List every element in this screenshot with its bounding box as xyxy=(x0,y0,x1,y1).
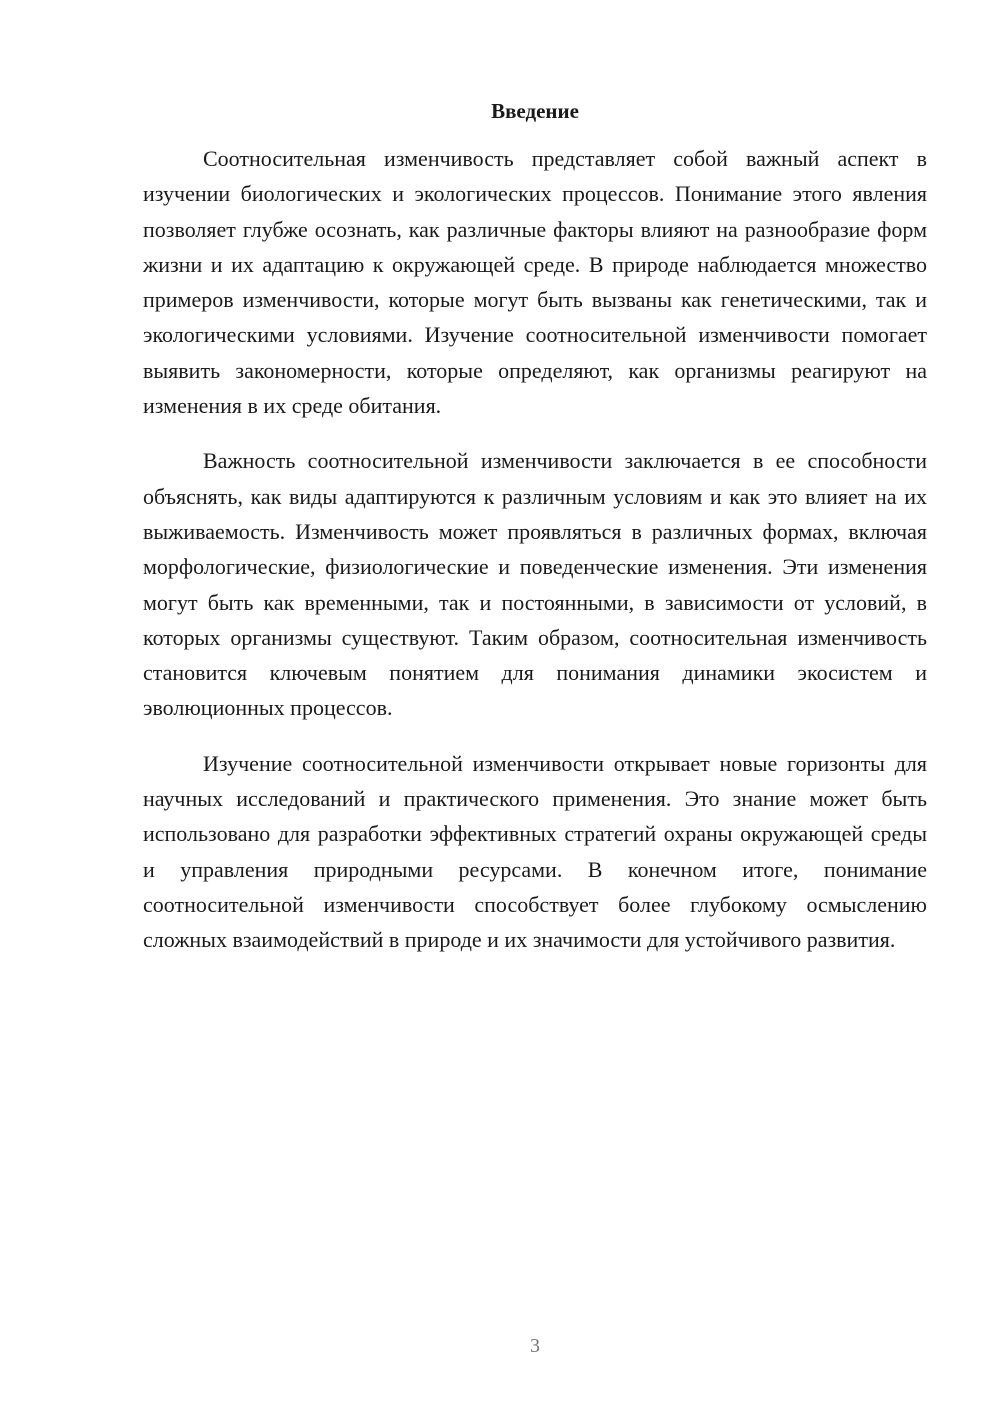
body-text xyxy=(143,141,927,978)
page-number: 3 xyxy=(530,1335,540,1357)
paragraph: Изучение соотносительной изменчивости открывает новые горизонты для научных исследований и практического применения. Это знание может быть использовано для разработки эффективных стратегий охраны окружающей среды и управления природными ресурсами. В конечном итоге, понимание соотносительной изменчивости способствует более глубокому осмыслению сложных взаимодействий в природе и их значимости для устойчивого развития. xyxy=(143,750,927,953)
page-title: Введение xyxy=(491,99,579,123)
paragraph: Важность соотносительной изменчивости заключается в ее способности объяснять, как виды адаптируются к различным условиям и как это влияет на их выживаемость. Изменчивость может проявляться в различных формах, включая морфологические, физиологические и поведенческие изменения. Эти изменения могут быть как временными, так и постоянными, в зависимости от условий, в которых организмы существуют. Таким образом, соотносительная изменчивость становится ключевым понятием для понимания динамики экосистем и эволюционных процессов. xyxy=(143,448,927,721)
paragraph: Соотносительная изменчивость представляет собой важный аспект в изучении биологических и экологических процессов. Понимание этого явления позволяет глубже осознать, как различные факторы влияют на разнообразие форм жизни и их адаптацию к окружающей среде. В природе наблюдается множество примеров изменчивости, которые могут быть вызваны как генетическими, так и экологическими условиями. Изучение соотносительной изменчивости помогает выявить закономерности, которые определяют, как организмы реагируют на изменения в их среде обитания. xyxy=(143,146,927,419)
